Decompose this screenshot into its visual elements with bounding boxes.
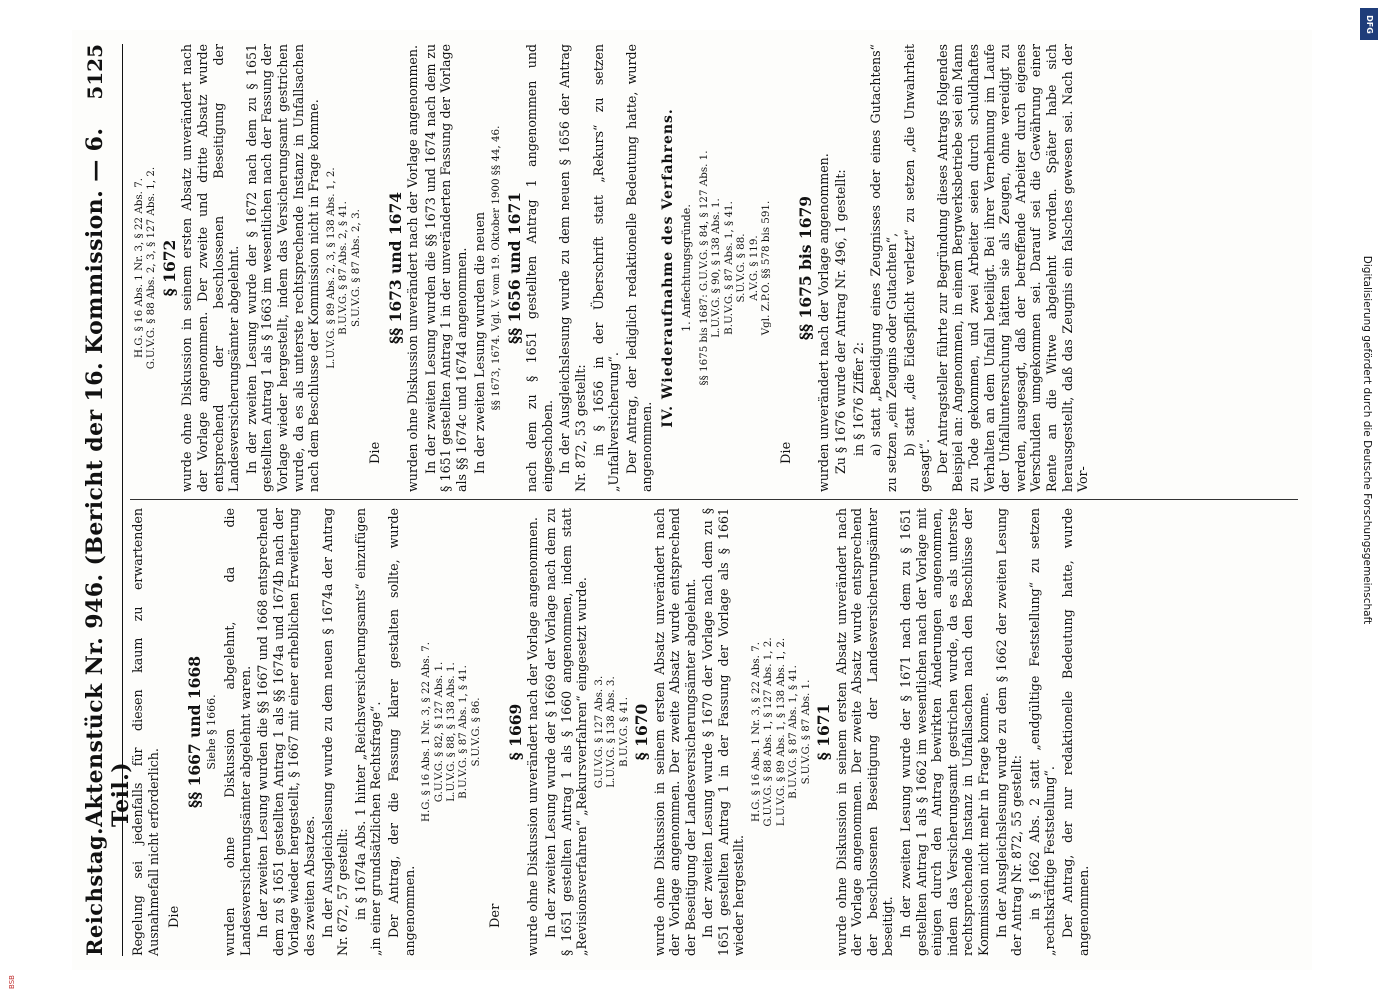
citation-line: B.U.V.G. § 87 Abs. 1, § 41. [457,665,470,799]
citation-block [133,44,158,492]
citation-line: L.U.V.G. § 90, § 138 Abs. 1. [710,198,723,338]
citation-line: G.U.V.G. § 82, § 127 Abs. 1. [432,661,445,803]
paragraph: a) statt „Beeidigung eines Zeugnisses oder eines Gutachtens“ zu setzen „ein Zeugnis oder Gutachten“, [868,44,900,492]
paragraph: Die [367,441,383,464]
section-heading: § 1671 [814,703,834,761]
subsection-heading: 1. Anfechtungsgründe. [680,204,694,332]
paragraph: in § 1656 in der Überschrift statt „Rekurs“ zu setzen „Unfallversicherung“. [590,44,622,492]
citation-line: B.U.V.G. § 87 Abs. 2, § 41. [337,201,350,335]
paragraph: In der zweiten Lesung wurde der § 1669 der Vorlage nach dem zu § 1651 gestellten Antrag 1 als § 1660 angenommen, indem statt „Revisionsverfahren“ „Rekursverfahren“ eingesetzt wurde. [542,508,590,956]
section-heading: § 1670 [631,703,651,761]
paragraph: in § 1674a Abs. 1 hinter „Reichsversicherungsamts“ einzufügen „in einer grundsätzlichen Rechtsfrage“. [352,508,384,956]
citation-line: S.U.V.G. § 86. [469,697,482,767]
paragraph: b) statt „die Eidespflicht verletzt“ zu setzen „die Unwahrheit gesagt“. [901,44,933,492]
citation-line: §§ 1673, 1674. Vgl. V. vom 19. Oktober 1900 §§ 44, 46. [490,125,503,411]
paragraph: In der zweiten Lesung wurden die neuen [471,211,487,474]
paragraph: Zu § 1676 wurde der Antrag Nr. 496, 1 gestellt: [833,169,849,474]
header-left: Reichstag. [82,827,107,956]
citation-line: B.U.V.G. § 87 Abs. 1, § 41. [722,201,735,335]
page-header [82,44,134,956]
section-heading: § 1669 [505,703,525,761]
citation-line: G.U.V.G. § 88 Abs. 2, 3, § 127 Abs. 1, 2. [145,166,158,370]
paragraph: In der zweiten Lesung wurden die §§ 1667 und 1668 entsprechend dem zu § 1651 gestellten Antrag 1 als §§ 1674a und 1674b nach der Vorlage wieder hergestellt, § 1667 mit einer erheblichen Erweiterung des zweiten Absatzes. [255,508,317,956]
paragraph: In der zweiten Lesung wurde der § 1671 nach dem zu § 1651 gestellten Antrag 1 als § 1662 im wesentlichen nach der Vorlage mit einigen durch den Antrag bewirkten Änderungen angenommen, indem das Versicherungsamt gestrichen wurde, da es als unterste rechtsprechende Instanz in Unfallsachen nach den Beschlüsse der Kommission nicht mehr in Frage komme. [898,508,992,956]
column-divider [130,499,1298,500]
section-heading: §§ 1673 und 1674 [385,191,405,345]
paragraph: Die [778,441,794,464]
paragraph: In der zweiten Lesung wurden die §§ 1673 und 1674 nach dem zu § 1651 gestellten Antrag 1 in der unveränderten Fassung der Vorlage als §§ 1674c und 1674d angenommen. [422,44,469,492]
credit-text: Digitalisierung gefördert durch die Deutsche Forschungsgemeinschaft [1361,255,1373,625]
paragraph: In der zweiten Lesung wurde § 1670 der Vorlage nach dem zu § 1651 gestellten Antrag 1 in der Fassung der Vorlage als § 1661 wieder hergestellt. [700,508,747,956]
paragraph: Der [488,903,504,928]
citation-line: H.G. § 16 Abs. 1 Nr. 3, § 22 Abs. 7. [420,641,433,823]
paragraph: wurde ohne Diskussion in seinem ersten Absatz unverändert nach der Vorlage angenommen. Der zweite Absatz wurde entsprechend der Beseitigung der Landesversicherungsämter abgelehnt. [651,508,698,956]
citation-line: L.U.V.G. § 89 Abs. 2, 3, § 138 Abs. 1, 2. [324,167,337,369]
dfg-logo-text: DFG [1364,14,1374,34]
citation-block [593,508,630,956]
paragraph: in § 1662 Abs. 2 statt „endgültige Feststellung“ zu setzen „rechtskräftige Feststellung“. [1026,508,1058,956]
digitization-credit [1358,50,1376,830]
paragraph: wurden ohne Diskussion abgelehnt, da die Landesversicherungsämter abgelehnt waren. [221,508,253,956]
bsb-mark-text: BSB [8,975,16,989]
citation-line: S.U.V.G. § 87 Abs. 2, 3. [349,209,362,327]
paragraph: wurde ohne Diskussion in seinem ersten Absatz unverändert nach der Vorlage angenommen. Der zweite und dritte Absatz wurde entsprechend der beschlossenen Beseitigung der Landesversicherungsämter abgelehnt. [179,44,242,492]
scanned-page [72,30,1312,970]
dfg-logo [1360,8,1378,40]
paragraph: nach dem zu § 1651 gestellten Antrag 1 angenommen und eingeschoben. [524,44,555,492]
bsb-mark [6,968,18,996]
citation-line: H.G. § 16 Abs. 1 Nr. 3, § 22 Abs. 7. [133,177,145,359]
right-column [130,44,1302,492]
citation-line: H.G. § 16 Abs. 1 Nr. 3, § 22 Abs. 7. [750,641,763,823]
citation-line: Vgl. Z.P.O. §§ 578 bis 591. [760,200,773,336]
citation-line: §§ 1675 bis 1687: G.U.V.G. § 84, § 127 Abs. 1. [698,150,711,386]
section-note: Siehe § 1666. [205,694,219,770]
chapter-heading: IV. Wiederaufnahme des Verfahrens. [659,108,676,428]
paragraph: Regelung sei jedenfalls für diesen kaum zu erwartenden Ausnahmefall nicht erforderlich. [130,508,161,956]
paragraph: Die [167,905,183,928]
paragraph: wurde ohne Diskussion in seinem ersten Absatz unverändert nach der Vorlage angenommen. Der zweite Absatz wurde entsprechend der beschlossenen Beseitigung der Landesversicherungsämter beseitigt. [833,508,896,956]
paragraph: wurden unverändert nach der Vorlage angenommen. [815,153,831,492]
citation-line: B.U.V.G. § 87 Abs. 1, § 41. [787,665,800,799]
paragraph: wurde ohne Diskussion unverändert nach der Vorlage angenommen. [525,517,541,956]
citation-line: S.U.V.G. § 88. [735,233,748,303]
paragraph: Der Antrag, der lediglich redaktionelle Bedeutung hatte, wurde angenommen. [623,44,655,492]
left-column [130,508,1302,956]
citation-line: A.V.G. § 119. [747,235,760,301]
page-number: 5125 [83,44,107,100]
citation-line: G.U.V.G. § 127 Abs. 3. [592,675,605,789]
citation-block [325,44,362,492]
paragraph: In der Ausgleichslesung wurde zu dem § 1662 der zweiten Lesung der Antrag Nr. 872, 55 gestellt: [993,508,1025,956]
section-heading: §§ 1656 und 1671 [504,191,524,345]
paragraph: In der zweiten Lesung wurde der § 1672 nach dem zu § 1651 gestellten Antrag 1 als § 1663 im wesentlichen nach der Fassung der Vorlage wieder hergestellt, indem das Versicherungsamt gestrichen wurde, da es als unterste rechtsprechende Instanz in Unfallsachen nach dem Beschlusse der Kommission nicht in Frage komme. [243,44,322,492]
section-heading: §§ 1667 und 1668 [184,655,204,809]
paragraph: In der Ausgleichslesung wurde zu dem neuen § 1656 der Antrag Nr. 872, 53 gestellt: [557,44,588,492]
citation-block [420,508,482,956]
header-title: Aktenstück Nr. 946. (Bericht der 16. Kommission. — 6. Teil.) [82,127,134,828]
paragraph: Der Antrag, der die Fassung klarer gestalten sollte, wurde angenommen. [385,508,417,956]
citation-line: L.U.V.G. § 138 Abs. 3. [605,676,618,788]
citation-line: S.U.V.G. § 87 Abs. 1. [799,679,812,785]
paragraph: in § 1676 Ziffer 2: [850,342,866,456]
citation-line: G.U.V.G. § 88 Abs. 1, § 127 Abs. 1, 2. [762,637,775,827]
paragraph: In der Ausgleichslesung wurde zu dem neuen § 1674a der Antrag Nr. 672, 57 gestellt: [319,508,351,956]
paragraph: Der Antrag, der nur redaktionelle Bedeutung hatte, wurde angenommen. [1060,508,1091,956]
paragraph: Der Antragsteller führte zur Begründung dieses Antrags folgendes Beispiel an: Angenommen, in einem Bergwerksbetriebe sei ein Mann zu Tode gekommen, und zwei Arbeiter seien durch schuldhaftes Verhalten an dem Unfall beteiligt. Bei ihrer Vernehmung im Laufe der Unfalluntersuchung hätten sie als Zeugen, ohne vereidigt zu werden, ausgesagt, daß der betreffende Arbeiter durch eigenes Verschulden umgekommen sei. Darauf sei die Gewährung einer Rente an die Witwe abgelehnt worden. Später habe sich herausgestellt, daß das Zeugnis ein falsches gewesen sei. Nach der Vor- [934,44,1091,492]
section-heading: § 1672 [159,239,179,297]
paragraph: wurden ohne Diskussion unverändert nach der Vorlage angenommen. [405,44,421,492]
section-heading: §§ 1675 bis 1679 [796,195,816,341]
citation-line: L.U.V.G. § 88, § 138 Abs. 1. [444,662,457,802]
citation-line: B.U.V.G. § 41. [617,697,630,767]
citation-block [698,44,772,492]
citation-line: L.U.V.G. § 89 Abs. 1, § 138 Abs. 1, 2. [774,637,787,827]
citation-block [750,508,812,956]
